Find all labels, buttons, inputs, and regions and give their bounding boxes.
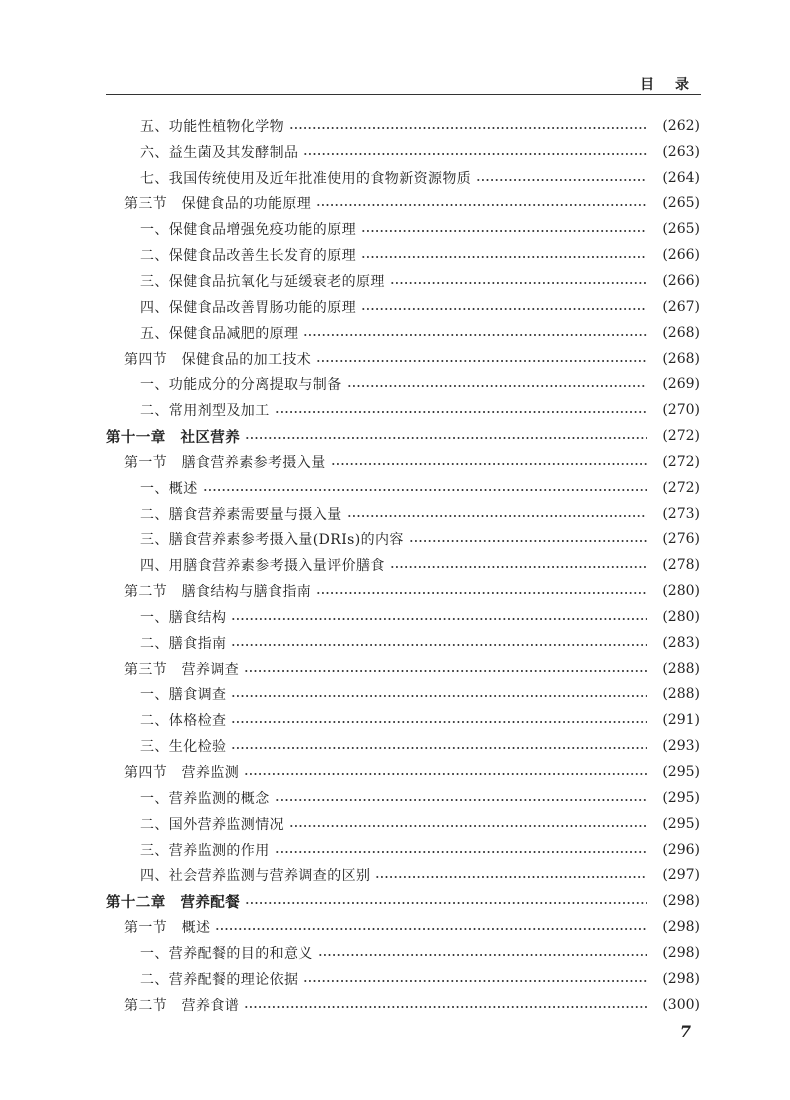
toc-page-number: (266) [662, 272, 700, 289]
toc-item-row[interactable] [0, 501, 790, 527]
toc-item-row[interactable] [0, 475, 790, 501]
toc-entry-title: 第二节 营养食谱 [124, 997, 240, 1014]
toc-page-number: (298) [662, 944, 700, 961]
toc-section-row[interactable] [0, 191, 790, 217]
toc-entry-title: 一、营养配餐的目的和意义 [140, 945, 313, 962]
toc-section-row[interactable] [0, 656, 790, 682]
toc-entry-title: 四、用膳食营养素参考摄入量评价膳食 [140, 558, 385, 575]
toc-item-row[interactable] [0, 552, 790, 578]
toc-page-number: (267) [662, 298, 700, 315]
dot-leader [316, 360, 647, 362]
toc-entry-title: 三、膳食营养素参考摄入量(DRIs)的内容 [140, 532, 404, 549]
toc-item-row[interactable] [0, 785, 790, 811]
dot-leader [361, 256, 647, 258]
toc-entry-title: 第三节 营养调查 [124, 661, 240, 678]
toc-entry-title: 一、膳食调查 [140, 687, 227, 704]
toc-item-row[interactable] [0, 216, 790, 242]
dot-leader [476, 179, 647, 181]
dot-leader [203, 489, 647, 491]
toc-item-row[interactable] [0, 113, 790, 139]
toc-entry-title: 四、保健食品改善胃肠功能的原理 [140, 299, 356, 316]
toc-page-number: (278) [662, 557, 700, 574]
dot-leader [375, 876, 647, 878]
toc-chapter-row[interactable] [0, 423, 790, 449]
toc-page-number: (293) [662, 738, 700, 755]
toc-page-number: (270) [662, 402, 700, 419]
toc-entry-title: 五、保健食品减肥的原理 [140, 325, 299, 342]
header-title: 目 录 [640, 77, 697, 93]
dot-leader [289, 127, 647, 129]
toc-page-number: (265) [662, 221, 700, 238]
toc-item-row[interactable] [0, 682, 790, 708]
toc-item-row[interactable] [0, 527, 790, 553]
toc-entry-title: 第十二章 营养配餐 [106, 894, 241, 911]
toc-item-row[interactable] [0, 604, 790, 630]
toc-item-row[interactable] [0, 242, 790, 268]
toc-item-row[interactable] [0, 966, 790, 992]
toc-entry-title: 三、营养监测的作用 [140, 842, 270, 859]
toc-entry-title: 一、营养监测的概念 [140, 790, 270, 807]
toc-entry-title: 第四节 保健食品的加工技术 [124, 351, 312, 368]
toc-page-number: (298) [662, 970, 700, 987]
toc-entry-title: 三、保健食品抗氧化与延缓衰老的原理 [140, 273, 385, 290]
toc-page-number: (272) [662, 453, 700, 470]
toc-entry-title: 二、国外营养监测情况 [140, 816, 284, 833]
toc-page-number: (298) [662, 919, 700, 936]
toc-page-number: (268) [662, 350, 700, 367]
dot-leader [231, 747, 647, 749]
toc-page-number: (295) [662, 789, 700, 806]
toc-item-row[interactable] [0, 733, 790, 759]
toc-page-number: (268) [662, 324, 700, 341]
toc-page-number: (272) [662, 479, 700, 496]
dot-leader [316, 204, 647, 206]
dot-leader [244, 1006, 647, 1008]
dot-leader [245, 437, 647, 439]
toc-entry-title: 一、膳食结构 [140, 609, 227, 626]
toc-item-row[interactable] [0, 811, 790, 837]
dot-leader [244, 670, 647, 672]
toc-item-row[interactable] [0, 294, 790, 320]
dot-leader [390, 282, 647, 284]
toc-item-row[interactable] [0, 320, 790, 346]
toc-item-row[interactable] [0, 862, 790, 888]
toc-page-number: (269) [662, 376, 700, 393]
toc-entry-title: 第十一章 社区营养 [106, 429, 241, 446]
dot-leader [231, 644, 647, 646]
toc-page-number: (297) [662, 867, 700, 884]
toc-entry-title: 一、概述 [140, 480, 198, 497]
toc-entry-title: 三、生化检验 [140, 739, 227, 756]
dot-leader [303, 334, 647, 336]
toc-entry-title: 第一节 膳食营养素参考摄入量 [124, 454, 326, 471]
toc-section-row[interactable] [0, 449, 790, 475]
dot-leader [275, 851, 647, 853]
toc-entry-title: 二、常用剂型及加工 [140, 403, 270, 420]
dot-leader [245, 902, 647, 904]
dot-leader [215, 928, 647, 930]
toc-entry-title: 四、社会营养监测与营养调查的区别 [140, 868, 371, 885]
toc-page-number: (264) [662, 169, 700, 186]
dot-leader [303, 980, 647, 982]
dot-leader [347, 385, 647, 387]
toc-page-number: (265) [662, 195, 700, 212]
toc-item-row[interactable] [0, 837, 790, 863]
toc-page-number: (300) [662, 996, 700, 1013]
toc-page-number: (280) [662, 608, 700, 625]
toc-entry-title: 六、益生菌及其发酵制品 [140, 144, 299, 161]
dot-leader [275, 799, 647, 801]
toc-item-row[interactable] [0, 165, 790, 191]
toc-entry-title: 二、膳食营养素需要量与摄入量 [140, 506, 342, 523]
toc-entry-title: 二、膳食指南 [140, 635, 227, 652]
toc-section-row[interactable] [0, 346, 790, 372]
toc-entry-title: 二、营养配餐的理论依据 [140, 971, 299, 988]
dot-leader [347, 515, 647, 517]
toc-page-number: (291) [662, 712, 700, 729]
dot-leader [289, 825, 647, 827]
toc-entry-title: 一、功能成分的分离提取与制备 [140, 377, 342, 394]
toc-item-row[interactable] [0, 940, 790, 966]
dot-leader [275, 411, 647, 413]
toc-page-number: (266) [662, 247, 700, 264]
table-of-contents [0, 113, 790, 1018]
toc-entry-title: 七、我国传统使用及近年批准使用的食物新资源物质 [140, 170, 472, 187]
toc-page-number: (276) [662, 531, 700, 548]
toc-page-number: (298) [662, 893, 700, 910]
toc-entry-title: 第四节 营养监测 [124, 765, 240, 782]
toc-page-number: (273) [662, 505, 700, 522]
dot-leader [390, 566, 647, 568]
page-number: 7 [679, 1022, 691, 1041]
toc-page-number: (263) [662, 143, 700, 160]
toc-entry-title: 五、功能性植物化学物 [140, 118, 284, 135]
dot-leader [316, 592, 647, 594]
toc-section-row[interactable] [0, 992, 790, 1018]
dot-leader [231, 618, 647, 620]
toc-item-row[interactable] [0, 707, 790, 733]
toc-page-number: (283) [662, 634, 700, 651]
toc-page-number: (272) [662, 428, 700, 445]
dot-leader [361, 308, 647, 310]
toc-section-row[interactable] [0, 578, 790, 604]
toc-item-row[interactable] [0, 630, 790, 656]
dot-leader [231, 721, 647, 723]
toc-entry-title: 二、体格检查 [140, 713, 227, 730]
toc-page-number: (296) [662, 841, 700, 858]
toc-page-number: (295) [662, 764, 700, 781]
toc-entry-title: 第三节 保健食品的功能原理 [124, 196, 312, 213]
dot-leader [244, 773, 647, 775]
dot-leader [361, 230, 647, 232]
dot-leader [318, 954, 647, 956]
toc-page-number: (288) [662, 686, 700, 703]
toc-page-number: (288) [662, 660, 700, 677]
toc-entry-title: 二、保健食品改善生长发育的原理 [140, 248, 356, 265]
dot-leader [231, 695, 647, 697]
dot-leader [331, 463, 647, 465]
dot-leader [303, 153, 647, 155]
toc-page-number: (280) [662, 583, 700, 600]
toc-section-row[interactable] [0, 759, 790, 785]
toc-item-row[interactable] [0, 397, 790, 423]
dot-leader [409, 540, 647, 542]
toc-item-row[interactable] [0, 371, 790, 397]
toc-chapter-row[interactable] [0, 888, 790, 914]
toc-entry-title: 第一节 概述 [124, 920, 211, 937]
toc-entry-title: 一、保健食品增强免疫功能的原理 [140, 222, 356, 239]
running-header [106, 68, 701, 95]
toc-item-row[interactable] [0, 139, 790, 165]
toc-section-row[interactable] [0, 914, 790, 940]
toc-item-row[interactable] [0, 268, 790, 294]
toc-page-number: (295) [662, 815, 700, 832]
toc-page-number: (262) [662, 117, 700, 134]
toc-entry-title: 第二节 膳食结构与膳食指南 [124, 584, 312, 601]
